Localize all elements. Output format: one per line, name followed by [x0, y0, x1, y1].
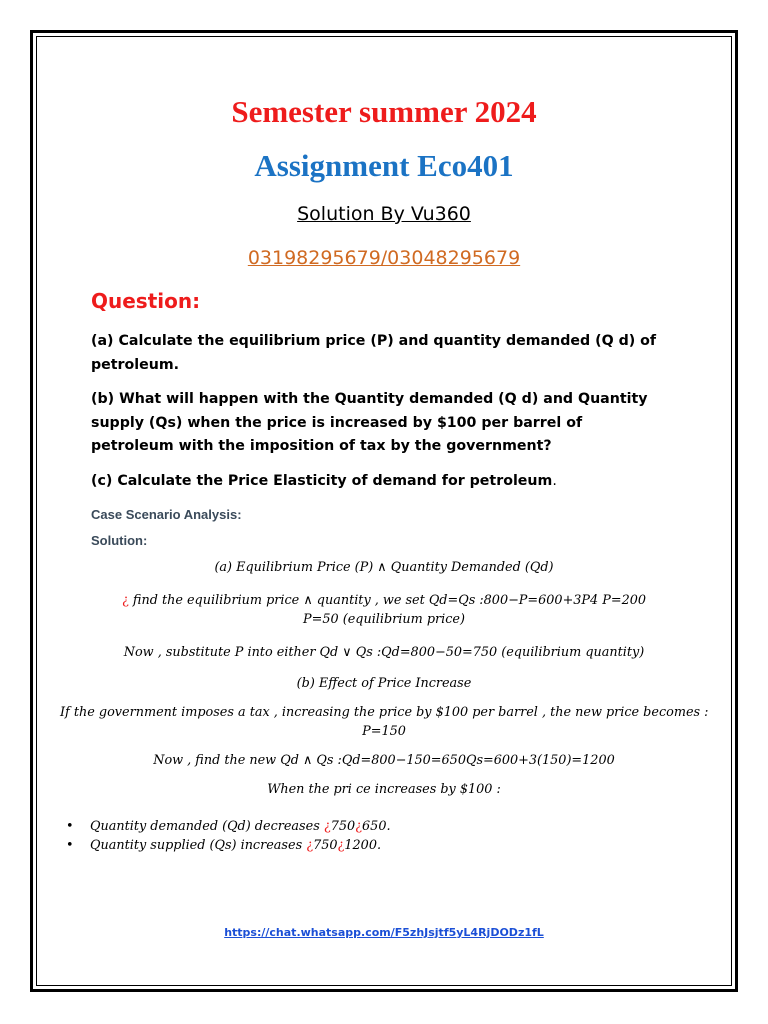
question-a: (a) Calculate the equilibrium price (P) and quantity demanded (Q d) of petroleum.	[91, 333, 657, 373]
math-equilibrium-setup	[60, 591, 708, 629]
bullet-value-from: 750	[313, 838, 338, 853]
solution-by: Solution By Vu360	[297, 203, 471, 225]
inverted-question-mark: ¿	[121, 593, 129, 608]
list-item	[66, 817, 391, 836]
math-part-b-heading: (b) Effect of Price Increase	[296, 676, 472, 691]
question-c	[91, 470, 661, 494]
semester-title: Semester summer 2024	[231, 94, 537, 129]
math-equilibrium-price: P=50 (equilibrium price)	[303, 612, 465, 627]
phone-numbers: 03198295679/03048295679	[247, 247, 521, 269]
inverted-question-mark: ¿	[306, 838, 314, 853]
question-c-dot: .	[552, 473, 557, 489]
math-tax-effect	[60, 703, 708, 741]
results-list	[66, 817, 391, 855]
inverted-question-mark: ¿	[323, 819, 331, 834]
math-new-quantities: Now , find the new Qd ∧ Qs :Qd=800−150=650Qs=600+3(150)=1200	[153, 753, 615, 768]
case-scenario-heading: Case Scenario Analysis:	[91, 507, 242, 522]
solution-heading: Solution:	[91, 533, 148, 548]
question-b: (b) What will happen with the Quantity demanded (Q d) and Quantity supply (Qs) when the price is increased by $100 per barrel of petroleum with the imposition of tax by the government?	[91, 391, 648, 454]
math-tax-text: If the government imposes a tax , increasing the price by $100 per barrel , the new price becomes :	[60, 705, 709, 720]
bullet-icon: •	[66, 819, 74, 834]
bullet-icon: •	[66, 838, 74, 853]
question-c-text: (c) Calculate the Price Elasticity of demand for petroleum	[91, 473, 553, 489]
bullet-value-to: 1200.	[344, 838, 382, 853]
whatsapp-link[interactable]: https://chat.whatsapp.com/F5zhJsjtf5yL4RjDODz1fL	[224, 926, 544, 939]
math-part-a-heading: (a) Equilibrium Price (P) ∧ Quantity Demanded (Qd)	[214, 560, 554, 575]
bullet-text: Quantity demanded (Qd) decreases	[90, 819, 324, 834]
bullet-value-from: 750	[330, 819, 356, 834]
question-heading: Question:	[91, 289, 201, 313]
assignment-title: Assignment Eco401	[254, 148, 514, 183]
inverted-question-mark: ¿	[337, 838, 345, 853]
math-equilibrium-quantity: Now , substitute P into either Qd ∨ Qs :Qd=800−50=750 (equilibrium quantity)	[123, 645, 645, 660]
math-equilibrium-text: find the equilibrium price ∧ quantity , we set Qd=Qs :800−P=600+3P4 P=200	[132, 593, 647, 608]
bullet-text: Quantity supplied (Qs) increases	[90, 838, 307, 853]
math-price-increase-summary: When the pri ce increases by $100 :	[267, 782, 501, 797]
inverted-question-mark: ¿	[355, 819, 363, 834]
math-new-price: P=150	[362, 724, 406, 739]
math-equilibrium-equation	[60, 591, 708, 610]
bullet-value-to: 650.	[362, 819, 391, 834]
list-item	[66, 836, 391, 855]
